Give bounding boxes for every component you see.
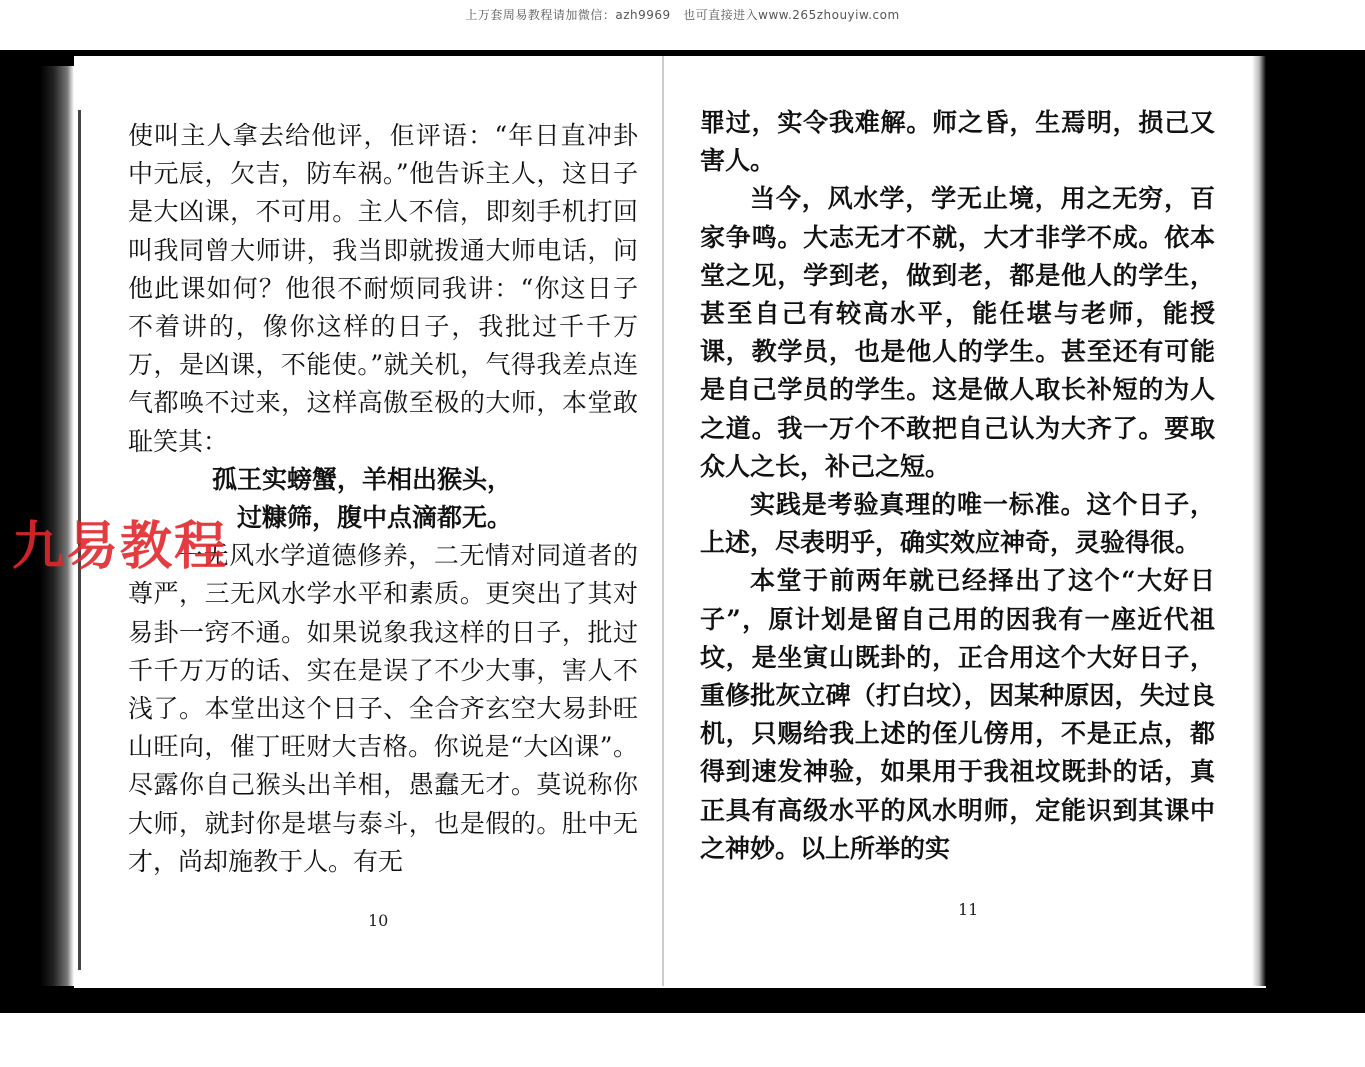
center-fold — [662, 56, 664, 986]
left-paragraph-1: 使叫主人拿去给他评，佢评语：“年日直冲卦中元辰，欠吉，防车祸。”他告诉主人，这日子是大凶课，不可用。主人不信，即刻手机打回叫我同曾大师讲，我当即就拨通大师电话，问他此课如何？他很不耐烦同我讲：“你这日子不着讲的，像你这样的日子，我批过千千万万，是凶课，不能使。”就关机，气得我差点连气都唤不过来，这样高傲至极的大师，本堂敢耻笑其： — [128, 121, 638, 456]
right-paragraph-0: 罪过，实令我难解。师之昏，生焉明，损己又害人。 — [700, 108, 1215, 176]
watermark-logo: 九易教程 — [12, 517, 229, 577]
right-paragraph-3: 本堂于前两年就已经择出了这个“大好日子”，原计划是留自己用的因我有一座近代祖坟，是坐寅山既卦的，正合用这个大好日子，重修批灰立碑（打白坟），因某种原因，失过良机，只赐给我上述的侄儿傍用，不是正点，都得到速发神验，如果用于我祖坟既卦的话，真正具有高级水平的风水明师，定能识到其课中之神妙。以上所举的实 — [700, 566, 1215, 863]
left-page — [128, 117, 638, 881]
left-paragraph-2: 一无风水学道德修养，二无情对同道者的尊严，三无风水学水平和素质。更突出了其对易卦一窍不通。如果说象我这样的日子，批过千千万万的话、实在是误了不少大事，害人不浅了。本堂出这个日子、全合齐玄空大易卦旺山旺向，催丁旺财大吉格。你说是“大凶课”。尽露你自己猴头出羊相，愚蠢无才。莫说称你大师，就封你是堪与泰斗，也是假的。肚中无才，尚却施教于人。有无 — [128, 541, 638, 876]
right-edge-shadow — [1252, 56, 1266, 986]
right-paragraph-1: 当今，风水学，学无止境，用之无穷，百家争鸣。大志无才不就，大才非学不成。依本堂之见，学到老，做到老，都是他人的学生，甚至自己有较高水平，能任堪与老师，能授课，教学员，也是他人的学生。甚至还有可能是自己学员的学生。这是做人取长补短的为人之道。我一万个不敢把自己认为大齐了。要取众人之长，补己之短。 — [700, 184, 1215, 481]
verse-line-1: 孤王实螃蟹，羊相出猴头， — [212, 464, 513, 494]
top-note: 上万套周易教程请加微信：azh9969 也可直接进入www.265zhouyiw.com — [465, 8, 900, 22]
left-page-number: 10 — [368, 911, 389, 930]
right-page — [700, 104, 1215, 868]
verse-line-2: 过糠筛，腹中点滴都无。 — [212, 503, 513, 533]
right-page-number: 11 — [958, 900, 979, 919]
right-paragraph-2: 实践是考验真理的唯一标准。这个日子，上述，尽表明乎，确实效应神奇，灵验得很。 — [700, 490, 1215, 558]
